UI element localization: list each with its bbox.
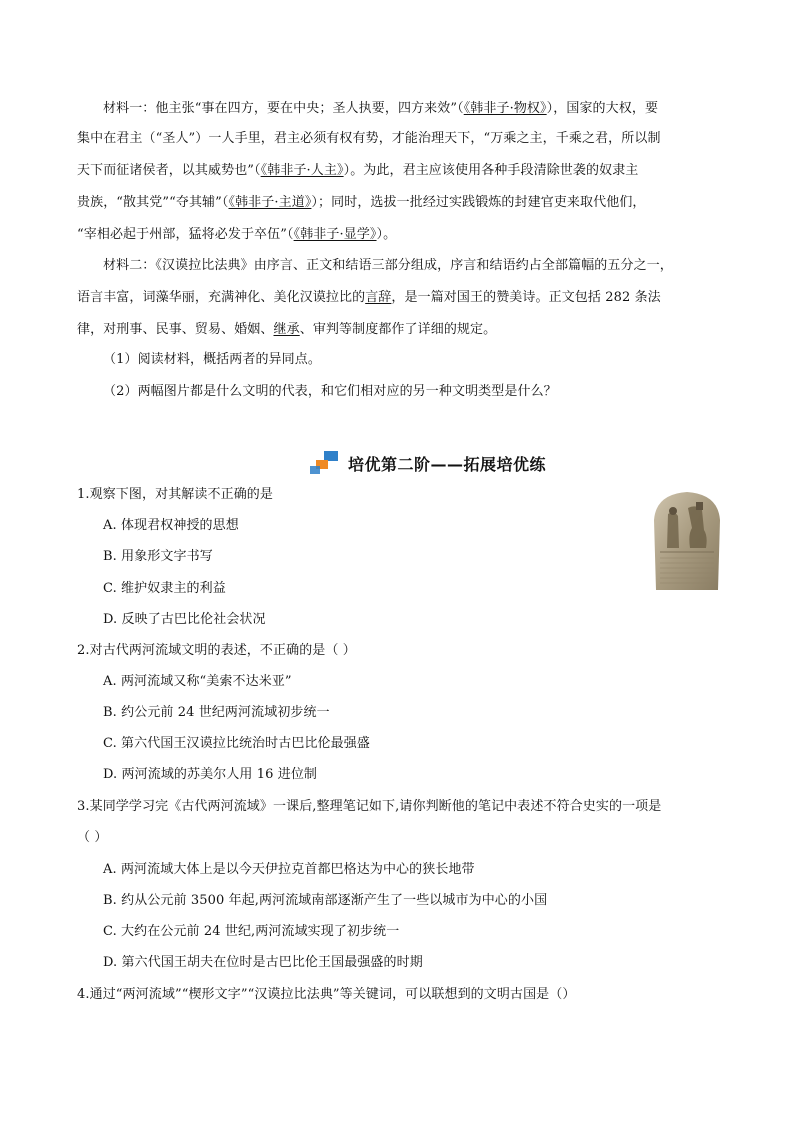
text: 语言丰富，词藻华丽，充满神化、美化汉谟拉比的 xyxy=(77,290,366,305)
material-one-line4 xyxy=(77,193,646,213)
question-1-stem: 1.观察下图，对其解读不正确的是 xyxy=(77,487,274,502)
question-3-stem: 3.某同学学习完《古代两河流域》一课后,整理笔记如下,请你判断他的笔记中表述不符合史实的一项是 xyxy=(77,799,662,814)
section-title: 培优第二阶——拓展培优练 xyxy=(348,454,547,474)
text: 天下而征诸侯者，以其威势也”（ xyxy=(77,163,261,178)
text: 律，对刑事、民事、贸易、婚姻、 xyxy=(77,322,274,337)
question-1-option-a: A. 体现君权神授的思想 xyxy=(103,518,239,533)
text: 材料一：他主张“事在四方，要在中央；圣人执要，四方来效”（ xyxy=(103,101,464,116)
text: 贵族，“散其党”“夺其辅”（ xyxy=(77,195,229,210)
source-citation: 《韩非子·显学》 xyxy=(293,227,377,242)
question-3-option-b: B. 约从公元前 3500 年起,两河流域南部逐渐产生了一些以城市为中心的小国 xyxy=(103,893,548,908)
source-citation: 《韩非子·人主》 xyxy=(260,163,344,178)
underlined-word: 言辞 xyxy=(365,290,392,305)
material-one-line3 xyxy=(77,161,638,181)
question-2-stem: 2.对古代两河流域文明的表述，不正确的是（ ） xyxy=(77,643,356,658)
question-3-option-a: A. 两河流域大体上是以今天伊拉克首都巴格达为中心的狭长地带 xyxy=(103,862,475,877)
material-two-line1: 材料二：《汉谟拉比法典》由序言、正文和结语三部分组成，序言和结语约占全部篇幅的五分之一， xyxy=(103,258,673,273)
question-3-option-c: C. 大约在公元前 24 世纪,两河流域实现了初步统一 xyxy=(103,924,400,939)
sub-question-1: （1）阅读材料，概括两者的异同点。 xyxy=(103,352,321,367)
question-1-option-b: B. 用象形文字书写 xyxy=(103,549,213,564)
section-logo-icon xyxy=(308,451,342,475)
question-3-stem-cont: （ ） xyxy=(77,830,108,845)
hammurabi-stele-image xyxy=(646,490,728,592)
text: ）。为此，君主应该使用各种手段清除世袭的奴隶主 xyxy=(343,163,639,178)
section-heading xyxy=(308,450,546,476)
source-citation: 《韩非子·物权》 xyxy=(463,101,547,116)
sub-question-2: （2）两幅图片都是什么文明的代表，和它们相对应的另一种文明类型是什么？ xyxy=(103,384,557,399)
text: ）。 xyxy=(376,227,397,242)
question-4-stem: 4.通过“两河流域”“楔形文字”“汉谟拉比法典”等关键词，可以联想到的文明古国是（） xyxy=(77,987,576,1002)
question-2-option-b: B. 约公元前 24 世纪两河流域初步统一 xyxy=(103,705,330,720)
text: 、审判等制度都作了详细的规定。 xyxy=(299,322,497,337)
text: “宰相必起于州部，猛将必发于卒伍”（ xyxy=(77,227,294,242)
material-one-line2: 集中在君主（“圣人”）一人手里，君主必须有权有势，才能治理天下，“万乘之主，千乘之君，所以制 xyxy=(77,131,661,146)
text: ），国家的大权，要 xyxy=(546,101,659,116)
question-3-option-d: D. 第六代国王胡夫在位时是古巴比伦王国最强盛的时期 xyxy=(103,955,423,970)
question-1-option-c: C. 维护奴隶主的利益 xyxy=(103,581,226,596)
material-two-line2 xyxy=(77,288,661,308)
underlined-word: 继承 xyxy=(273,322,300,337)
text: ）；同时，选拔一批经过实践锻炼的封建官吏来取代他们， xyxy=(311,195,646,210)
question-2-option-a: A. 两河流域又称“美索不达米亚” xyxy=(103,674,292,689)
material-one-line1 xyxy=(103,99,658,119)
source-citation: 《韩非子·主道》 xyxy=(228,195,312,210)
question-2-option-d: D. 两河流域的苏美尔人用 16 进位制 xyxy=(103,767,318,782)
text: ，是一篇对国王的赞美诗。正文包括 282 条法 xyxy=(391,290,661,305)
material-two-line3 xyxy=(77,320,496,340)
question-2-option-c: C. 第六代国王汉谟拉比统治时古巴比伦最强盛 xyxy=(103,736,370,751)
material-one-line5 xyxy=(77,225,396,245)
question-1-option-d: D. 反映了古巴比伦社会状况 xyxy=(103,612,266,627)
